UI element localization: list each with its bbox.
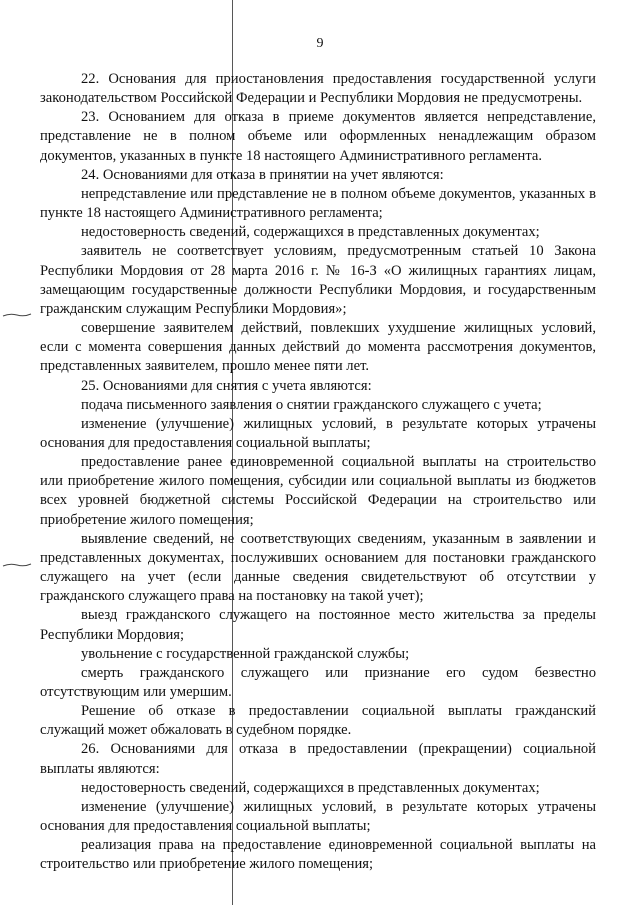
margin-pen-mark [2, 562, 32, 566]
page-number: 9 [316, 36, 324, 51]
paragraph: увольнение с государственной гражданской службы; [81, 645, 410, 662]
paragraph: изменение (улучшение) жилищных условий, в результате которых утрачены основания для предоставления социальной выплаты; [40, 415, 596, 451]
paragraph: 25. Основаниями для снятия с учета являются: [81, 377, 372, 394]
paragraph: 24. Основаниями для отказа в принятии на учет являются: [81, 166, 444, 183]
paragraph: 23. Основанием для отказа в приеме документов является непредставление, представление не в полном объеме или оформленных ненадлежащим образом документов, указанных в пункте 18 настоящего Административного регламента. [40, 109, 596, 164]
paragraph: совершение заявителем действий, повлекших ухудшение жилищных условий, если с момента совершения данных действий до момента рассмотрения документов, представленных заявителем, прошло менее пяти лет. [40, 320, 596, 375]
paragraph: Решение об отказе в предоставлении социальной выплаты гражданский служащий может обжаловать в судебном порядке. [40, 703, 596, 739]
paragraph: изменение (улучшение) жилищных условий, в результате которых утрачены основания для предоставления социальной выплаты; [40, 798, 596, 835]
paragraph: 26. Основаниями для отказа в предоставлении (прекращении) социальной выплаты являются: [40, 741, 596, 777]
paragraph: смерть гражданского служащего или признание его судом безвестно отсутствующим или умершим. [40, 664, 596, 700]
paragraph: непредставление или представление не в полном объеме документов, указанных в пункте 18 настоящего Административного регламента; [40, 185, 596, 222]
margin-pen-mark [2, 312, 32, 316]
paragraph: выезд гражданского служащего на постоянное место жительства за пределы Республики Мордовия; [40, 607, 596, 643]
paragraph: недостоверность сведений, содержащихся в представленных документах; [81, 224, 540, 241]
paragraph: подача письменного заявления о снятии гражданского служащего с учета; [81, 396, 542, 413]
paragraph: выявление сведений, не соответствующих сведениям, указанным в заявлении и представленных документах, послуживших основанием для постановки гражданского служащего на учет (если данные сведения свидетельствуют об отсутствии у гражданского служащего права на постановку на такой учет); [40, 530, 596, 605]
paragraph: реализация права на предоставление единовременной социальной выплаты на строительство или приобретение жилого помещения; [40, 837, 596, 873]
document-body [40, 70, 596, 875]
paragraph: 22. Основания для приостановления предоставления государственной услуги законодательством Российской Федерации и Республики Мордовия не предусмотрены. [40, 71, 596, 107]
paragraph: недостоверность сведений, содержащихся в представленных документах; [81, 779, 540, 796]
paragraph: предоставление ранее единовременной социальной выплаты на строительство или приобретение жилого помещения, субсидии или социальной выплаты из бюджетов всех уровней бюджетной системы Российской Федерации на строительство или приобретение жилого помещения; [40, 454, 596, 528]
paragraph: заявитель не соответствует условиям, предусмотренным статьей 10 Закона Республики Мордовия от 28 марта 2016 г. № 16-З «О жилищных гарантиях лицам, замещающим государственные должности Республики Мордовия, и государственным гражданским служащим Республики Мордовия»; [40, 243, 596, 317]
